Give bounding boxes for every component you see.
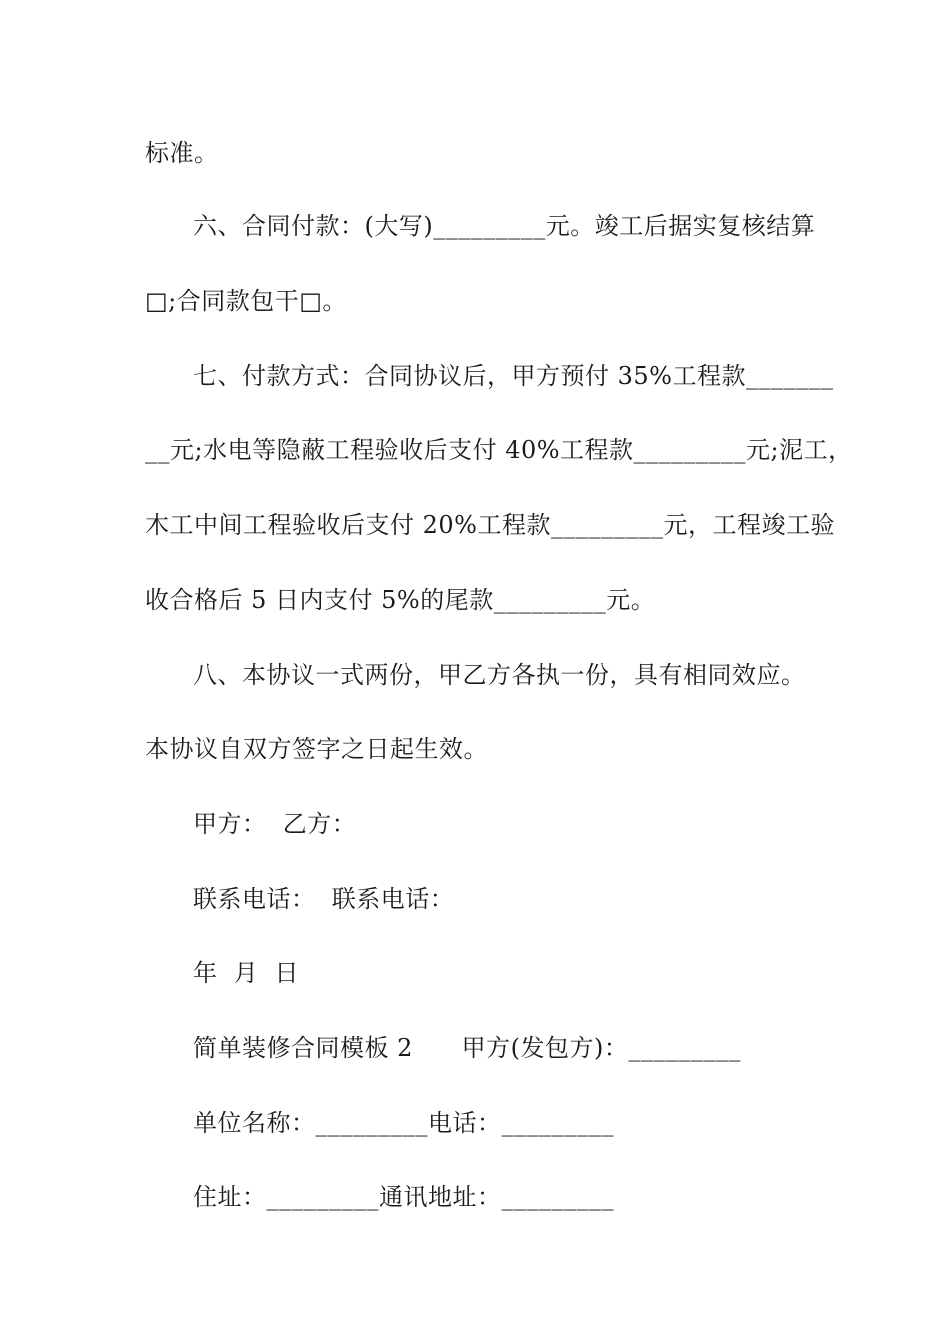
address-line: 住址：_________通讯地址：_________: [193, 1183, 614, 1211]
clause-7-continued-1: __元;水电等隐蔽工程验收后支付 40%工程款_________元;泥工，: [145, 436, 853, 464]
unit-name-phone-line: 单位名称：_________电话：_________: [193, 1109, 614, 1137]
clause-6-payment: 六、合同付款：(大写)_________元。竣工后据实复核结算: [193, 212, 816, 240]
signature-parties: 甲方： 乙方：: [193, 810, 357, 838]
template-2-heading: 简单装修合同模板 2 甲方(发包方)：_________: [193, 1034, 741, 1062]
text-line-standard: 标准。: [145, 139, 219, 167]
signature-date: 年 月 日: [193, 959, 300, 987]
signature-phones: 联系电话： 联系电话：: [193, 885, 455, 913]
clause-8-copies: 八、本协议一式两份，甲乙方各执一份，具有相同效应。: [193, 661, 806, 689]
clause-7-payment-method: 七、付款方式：合同协议后，甲方预付 35%工程款_______: [193, 362, 834, 390]
clause-7-continued-3: 收合格后 5 日内支付 5%的尾款_________元。: [145, 586, 656, 614]
clause-6-continued: □;合同款包干□。: [145, 287, 347, 315]
clause-7-continued-2: 木工中间工程验收后支付 20%工程款_________元，工程竣工验: [145, 511, 835, 539]
clause-8-effective: 本协议自双方签字之日起生效。: [145, 735, 488, 763]
